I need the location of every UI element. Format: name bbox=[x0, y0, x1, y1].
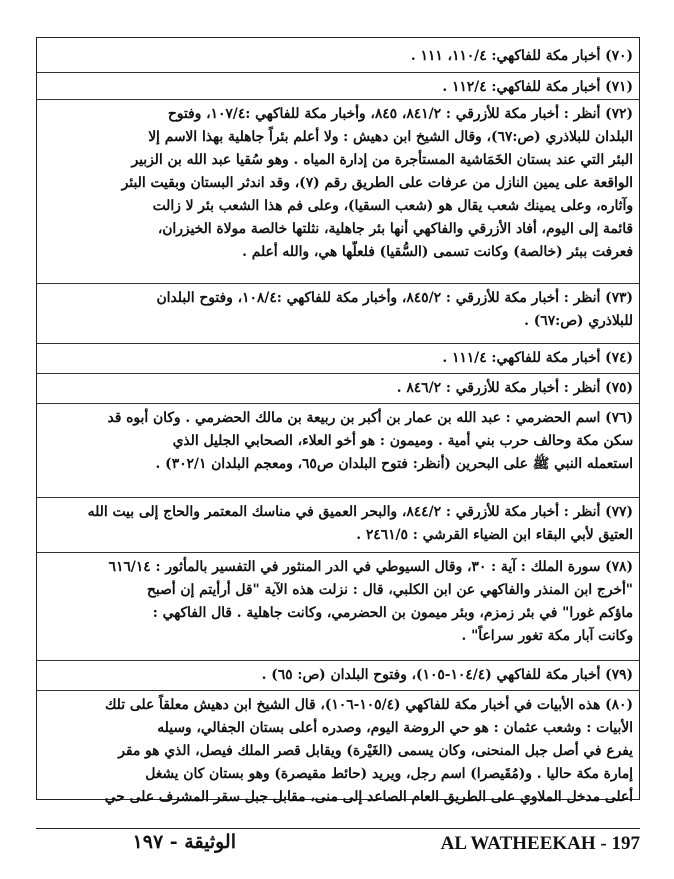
footer-divider bbox=[36, 828, 640, 829]
footnote bbox=[37, 72, 639, 99]
footnote-line: قائمة إلى اليوم، أفاد الأزرقي والفاكهي أنها بئر جاهلية، نثلتها خالصة مولاة الخيزران، bbox=[157, 221, 633, 237]
footnote-line: أعلى مدخل الملاوي على الطريق العام الصاعد إلى منى، مقابل جبل سقر المشرف على حي bbox=[104, 789, 633, 805]
footnote bbox=[37, 42, 639, 68]
footnote-line: (٧٧) أنظر : أخبار مكة للأزرقي : ٨٤٤/٢، والبحر العميق في مناسك المعتمر والحاج إلى بيت الله bbox=[87, 504, 633, 520]
footnote-line: البئر التي عند بستان الخَمَاشية المستأجرة من إدارة المياه . وهو سُقيا عبد الله بن الزبير bbox=[131, 152, 633, 168]
footnote bbox=[37, 497, 639, 547]
footnote-line: وكانت آبار مكة تغور سراعاً" . bbox=[461, 628, 633, 644]
footnote-line: وآثاره، وعلى يمينك شعب يقال هو (شعب السقيا)، وعلى فم هذا الشعب بئر لا زالت bbox=[152, 198, 633, 214]
footnotes-frame bbox=[36, 37, 640, 805]
footnote bbox=[37, 343, 639, 370]
footnote-line: (٧٢) أنظر : أخبار مكة للأزرقي : ٨٤١/٢، ٨٤٥، وأخبار مكة للفاكهي :١٠٧/٤، وفتوح bbox=[167, 106, 633, 122]
footnote-line: يفرع في أصل جبل المنحنى، وكان يسمى (الغَيْرة) ويقابل قصر الملك فيصل، الذي هو مقر bbox=[118, 743, 633, 759]
footnote-line: الواقعة على يمين النازل من عرفات على الطريق رقم (٧)، وقد اندثر البستان وبقيت البئر bbox=[121, 175, 633, 191]
footnote bbox=[37, 403, 639, 476]
footnote-line: ماؤكم غورا" في بئر زمزم، وبئر ميمون بن الحضرمي، وكانت جاهلية . قال الفاكهي : bbox=[152, 605, 633, 621]
footnote-line: (٧٠) أخبار مكة للفاكهي: ١١٠/٤، ١١١ . bbox=[410, 48, 633, 64]
footnote bbox=[37, 552, 639, 648]
footnote-line: (٨٠) هذه الأبيات في أخبار مكة للفاكهي (١٠٥/٤-١٠٦)، قال الشيخ ابن دهيش معلقاً على تلك bbox=[105, 697, 633, 713]
footnote-line: (٧٦) اسم الحضرمي : عبد الله بن عمار بن أكبر بن ربيعة بن مالك الحضرمي . وكان أبوه قد bbox=[107, 410, 633, 426]
footnote bbox=[37, 99, 639, 264]
footnote-line: الأبيات : وشعب عثمان : هو حي الروضة اليوم، وصدره أعلى بستان الجفالي، وسيله bbox=[157, 720, 633, 736]
footnote-line: فعرفت ببئر (خالصة) وكانت تسمى (السُّقيا) فلعلّها هي، والله أعلم . bbox=[242, 244, 633, 260]
footnote bbox=[37, 373, 639, 400]
footnote-line: إمارة مكة حاليا . و(مُقَيصرا) اسم رجل، ويريد (حائط مقيصرة) وهو بستان كان يشغل bbox=[145, 766, 633, 782]
footnote-line: "أخرج ابن المنذر والفاكهي عن ابن الكلبي، قال : نزلت هذه الآية "قل أرأيتم إن أصبح bbox=[146, 582, 633, 598]
footnote-line: (٧٩) أخبار مكة للفاكهي (١٠٤/٤-١٠٥)، وفتوح البلدان (ص: ٦٥) . bbox=[261, 667, 633, 683]
footnote-line: للبلاذري (ص:٦٧) . bbox=[524, 313, 633, 329]
footnote-line: العتيق لأبي البقاء ابن الضياء القرشي : ٢٤٦١/٥ . bbox=[356, 527, 633, 543]
footer-page-label-latin: AL WATHEEKAH - 197 bbox=[440, 833, 640, 854]
footnote-line: (٧٨) سورة الملك : آية : ٣٠، وقال السيوطي في الدر المنثور في التفسير بالمأثور : ٦١٦/١٤ bbox=[108, 559, 633, 575]
footnote-line: (٧٣) أنظر : أخبار مكة للأزرقي : ٨٤٥/٢، وأخبار مكة للفاكهي :١٠٨/٤، وفتوح البلدان bbox=[156, 290, 633, 306]
footer-page-label-arabic: الوثيقة - ١٩٧ bbox=[132, 831, 236, 853]
footnote bbox=[37, 283, 639, 333]
footnote bbox=[37, 660, 639, 687]
footnote-line: (٧١) أخبار مكة للفاكهي: ١١٢/٤ . bbox=[442, 79, 633, 95]
footnote-line: (٧٥) أنظر : أخبار مكة للأزرقي : ٨٤٦/٢ . bbox=[396, 380, 633, 396]
footnote-line: البلدان للبلاذري (ص:٦٧)، وقال الشيخ ابن دهيش : ولا أعلم بئراً جاهلية بهذا الاسم إلا bbox=[148, 129, 633, 145]
footnote-line: سكن مكة وحالف حرب بني أمية . وميمون : هو أخو العلاء، الصحابي الجليل الذي bbox=[172, 433, 633, 449]
footnote bbox=[37, 690, 639, 809]
footnote-line: (٧٤) أخبار مكة للفاكهي: ١١١/٤ . bbox=[442, 350, 633, 366]
footnotes-list bbox=[37, 38, 639, 805]
footnote-line: استعمله النبي ﷺ على البحرين (أنظر: فتوح البلدان ص٦٥، ومعجم البلدان ٣٠٢/١) . bbox=[155, 456, 633, 472]
